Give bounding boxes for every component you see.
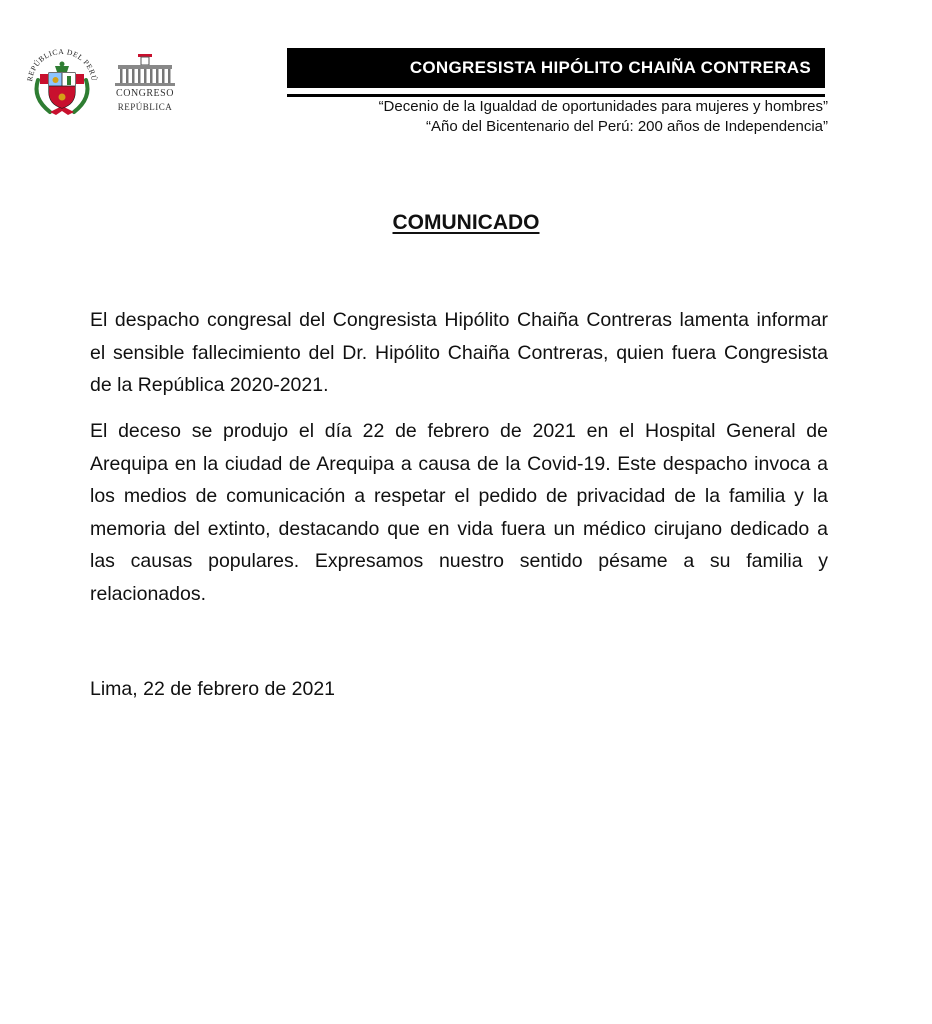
peru-coat-of-arms-icon: [22, 40, 102, 118]
republica-label: REPÚBLICA: [117, 102, 173, 112]
header-divider: [287, 94, 825, 97]
paragraph-1: El despacho congresal del Congresista Hipólito Chaiña Contreras lamenta informar el sensible fallecimiento del Dr. Hipólito Chaiña Contreras, quien fuera Congresista de la República 2020-2021.: [90, 309, 828, 396]
congreso-label: CONGRESO: [116, 88, 174, 99]
congressman-name-banner: CONGRESISTA HIPÓLITO CHAIÑA CONTRERAS: [287, 48, 825, 88]
decenio-motto: “Decenio de la Igualdad de oportunidades para mujeres y hombres”: [378, 98, 828, 115]
congreso-logo: [110, 52, 180, 118]
place-date-signoff: Lima, 22 de febrero de 2021: [90, 678, 336, 700]
congress-building-icon: [110, 52, 180, 88]
year-motto: “Año del Bicentenario del Perú: 200 años de Independencia”: [426, 118, 828, 135]
paragraph-2: El deceso se produjo el día 22 de febrero de 2021 en el Hospital General de Arequipa en la ciudad de Arequipa a causa de la Covid-19. Este despacho invoca a los medios de comunicación a respetar el pedido de privacidad de la familia y la memoria del extinto, destacando que en vida fuera un médico cirujano dedicado a las causas populares. Expresamos nuestro sentido pésame a su familia y relacionados.: [90, 420, 828, 605]
crest-ring-text: REPÚBLICA DEL PERÚ: [25, 46, 99, 83]
document-title: COMUNICADO: [392, 211, 540, 234]
